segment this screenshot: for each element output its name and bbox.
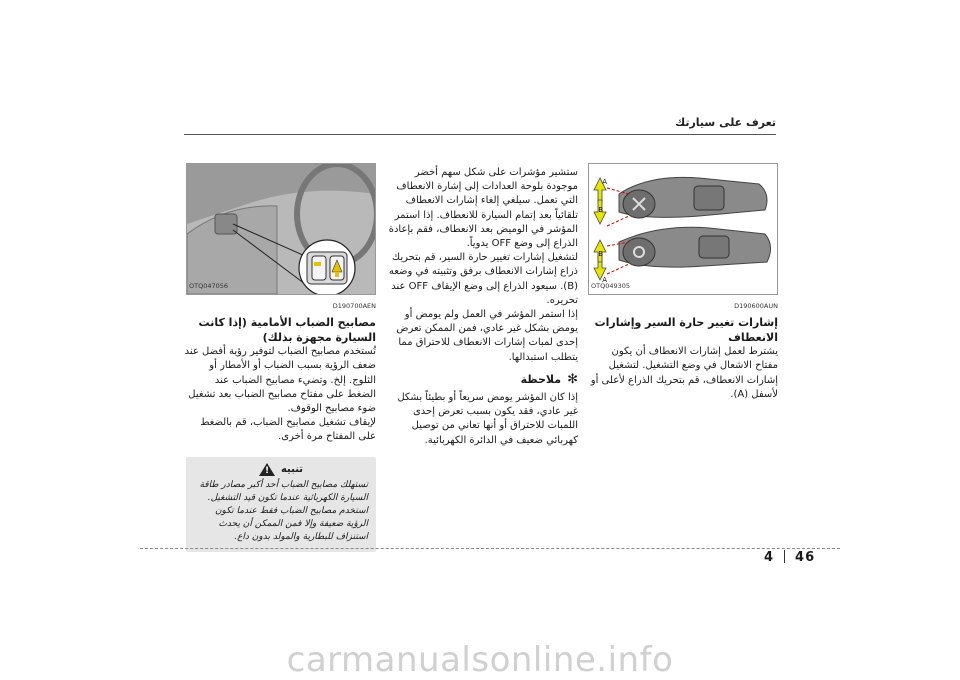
figure-code: OTQ049305 [591, 281, 631, 290]
figure-code: OTQ047056 [189, 281, 229, 290]
section-title: إشارات تغيير حارة السير وإشارات الانعطاف [594, 316, 778, 345]
chapter-number: 4 [764, 550, 775, 565]
caution-box [186, 457, 376, 552]
star-icon: ✻ [567, 371, 578, 387]
section-title: مصابيح الضباب الأمامية (إذا كانت السيارة مجهزة بذلك) [198, 316, 376, 345]
turn-signal-lever-illustration [589, 164, 777, 294]
warning-triangle-icon [259, 463, 275, 476]
watermark: carmanualsonline.info [286, 640, 674, 680]
turn-signal-continued [388, 166, 578, 448]
figure-label-a-top: A [602, 178, 607, 186]
turn-signal-section [590, 163, 778, 402]
caution-body: تستهلك مصابيح الضباب أحد أكبر مصادر طاقة السيارة الكهربائية عندما تكون قيد التشغيل. استخدم مصابيح الضباب فقط عندما تكون الرؤية ضعيفة وإلا فمن الممكن أن يحدث استنزاف للبطارية والمولد بدون داع. [199, 479, 368, 542]
header-divider [184, 134, 776, 135]
body-paragraph: ستشير مؤشرات على شكل سهم أخضر موجودة بلوحة العدادات إلى إشارة الانعطاف التي تعمل. سيلغي إلغاء إشارات الانعطاف تلقائياً بعد إتمام السيارة للانعطاف. إذا استمر المؤشر في الوميض بعد الانعطاف، فقم بإعادة الذراع إلى وضع OFF يدوياً. [388, 167, 578, 250]
section-code: D190700AEN [332, 302, 376, 310]
body-paragraph: تُستخدم مصابيح الضباب لتوفير رؤية أفضل عند ضعف الرؤية بسبب الضباب أو الأمطار أو الثلوج. إلخ. وتضيء مصابيح الضباب عند الضغط على مفتاح مصابيح الضباب بعد تشغيل ضوء مصابيح الوقوف. [184, 346, 376, 415]
caution-title: تنبيه [280, 463, 304, 475]
note-body: إذا كان المؤشر يومض سريعاً أو بطيئاً بشكل غير عادي، فقد يكون بسبب تعرض إحدى اللمبات للاحتراق أو أنها تعاني من توصيل كهربائي ضعيف في الدائرة الكهربائية. [397, 392, 578, 446]
fog-light-switch-illustration [187, 164, 375, 294]
fog-light-section [184, 163, 376, 552]
section-code: D190600AUN [734, 302, 778, 310]
note-heading [388, 373, 578, 387]
footer-divider [140, 548, 840, 549]
page-number-value: 46 [795, 550, 816, 565]
figure-label-a-bottom: A [602, 276, 607, 284]
page-number-separator [784, 550, 785, 563]
page-number [764, 550, 815, 565]
page-header-title: تعرف على سيارتك [675, 116, 776, 129]
fog-light-switch-figure [186, 163, 376, 295]
body-paragraph: لتشغيل إشارات تغيير حارة السير، قم بتحريك ذراع إشارات الانعطاف برفق وتثبيته في وضعه (B). سيعود الذراع إلى وضع الإيقاف OFF عند تحريره. [388, 252, 578, 306]
body-paragraph: إذا استمر المؤشر في العمل ولم يومض أو يومض بشكل غير عادي، فمن الممكن تعرض إحدى لمبات إشارات الانعطاف للاحتراق مما يتطلب استبدالها. [396, 309, 578, 363]
note-title: ملاحظة [520, 372, 562, 386]
caution-heading [194, 463, 368, 476]
figure-label-b-bottom: B [598, 250, 603, 258]
body-paragraph: يشترط لعمل إشارات الانعطاف أن يكون مفتاح الاشعال في وضع التشغيل. لتشغيل إشارات الانعطاف، قم بتحريك الذراع لأعلى أو لأسفل (A). [590, 346, 778, 400]
turn-signal-lever-figure [588, 163, 778, 295]
figure-label-b-top: B [598, 206, 603, 214]
body-paragraph: لإيقاف تشغيل مصابيح الضباب، قم بالضغط على المفتاح مرة أخرى. [200, 417, 376, 443]
